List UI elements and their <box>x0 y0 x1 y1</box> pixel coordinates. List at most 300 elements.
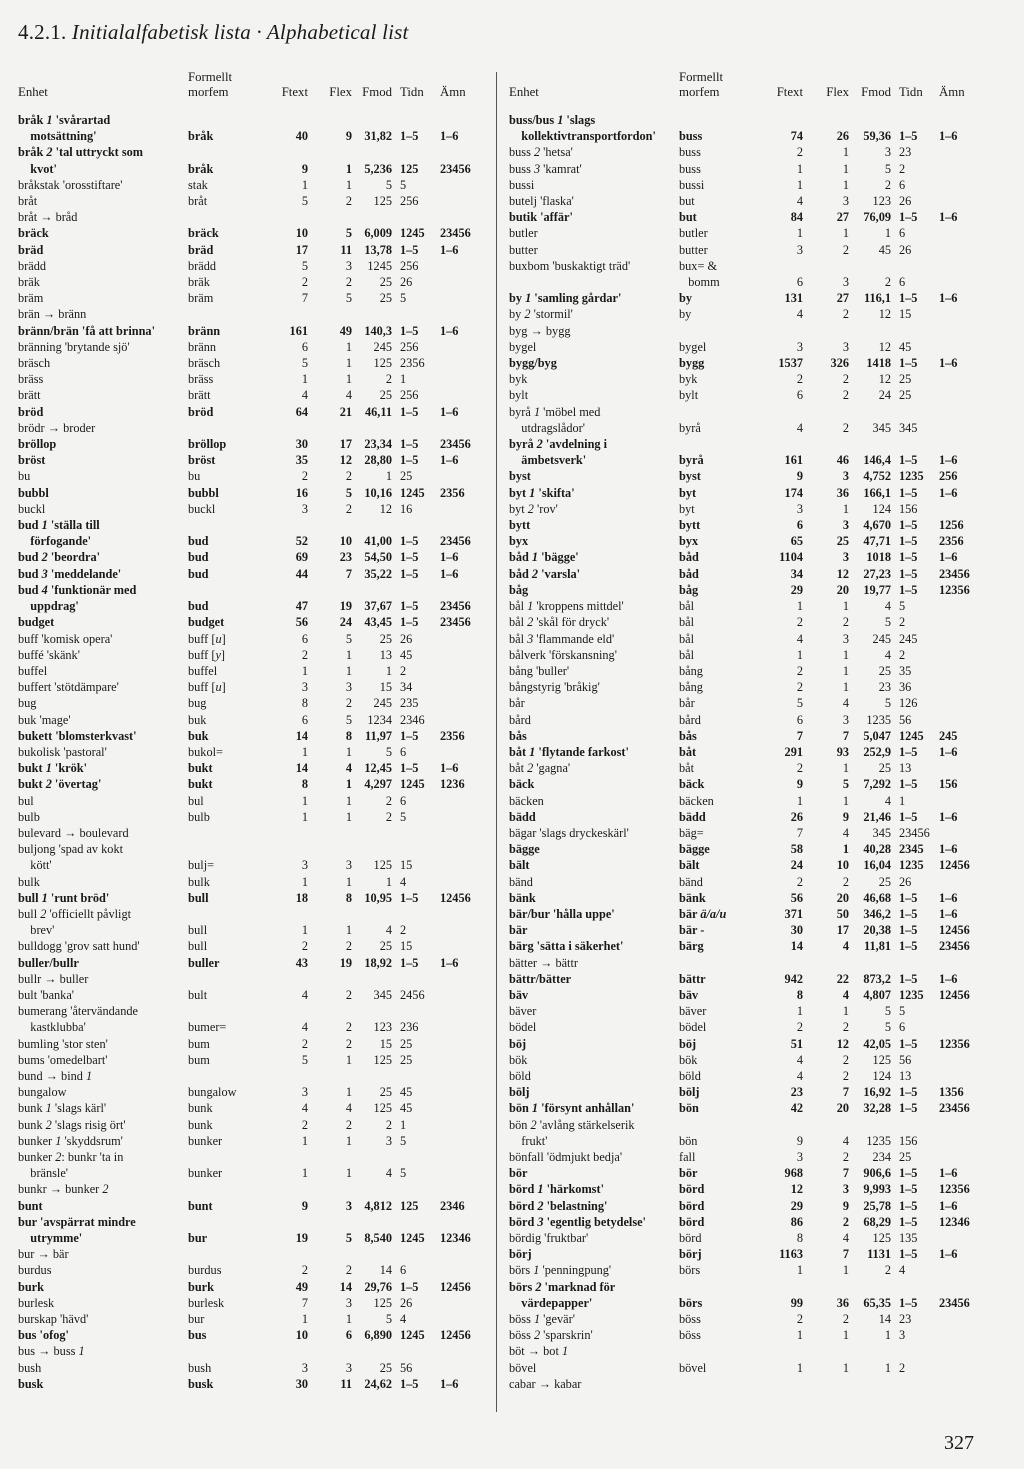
right-cell-morpheme: but <box>679 210 697 225</box>
left-cell-flex <box>308 112 352 128</box>
left-cell-entry: bröst <box>18 453 46 468</box>
left-cell-morpheme: bränn <box>188 339 216 354</box>
left-row <box>18 193 490 209</box>
left-row <box>18 841 490 857</box>
left-cell-morpheme: buller <box>188 955 220 970</box>
right-row <box>509 517 993 533</box>
right-cell-tidn: 13 <box>899 761 912 776</box>
right-cell-entry: bör <box>509 1166 528 1181</box>
right-cell-flex: 1 <box>842 501 849 516</box>
left-cell-amn <box>432 825 490 841</box>
header-morfem-line1: Formellt <box>188 70 233 84</box>
left-row <box>18 809 490 825</box>
left-cell-fmod: 15 <box>379 680 392 695</box>
right-row <box>509 1084 993 1100</box>
left-cell-flex <box>308 517 352 533</box>
left-cell-flex: 2 <box>345 1263 352 1278</box>
left-row <box>18 501 490 517</box>
left-cell-ftext: 5 <box>301 356 308 371</box>
right-cell-amn <box>931 825 993 841</box>
left-cell-ftext <box>274 1003 308 1019</box>
left-cell-amn <box>432 274 490 290</box>
right-cell-flex: 22 <box>836 971 849 986</box>
right-cell-fmod: 2 <box>884 275 891 290</box>
left-cell-entry: burk <box>18 1279 44 1294</box>
left-cell-morpheme: bukol= <box>188 744 223 759</box>
left-cell-amn <box>432 1117 490 1133</box>
right-cell-morpheme: bux= & <box>679 258 718 273</box>
right-cell-tidn: 26 <box>899 194 912 209</box>
right-cell-fmod <box>849 404 891 420</box>
left-cell-amn: 1236 <box>440 777 465 792</box>
left-cell-flex <box>308 1149 352 1165</box>
right-cell-ftext: 3 <box>796 242 803 257</box>
right-cell-ftext: 1104 <box>779 550 803 565</box>
left-cell-ftext: 14 <box>295 728 308 743</box>
right-cell-amn <box>931 1343 993 1359</box>
right-cell-fmod: 4,670 <box>863 518 891 533</box>
left-cell-entry: bur 'avspärrat mindre <box>18 1214 136 1229</box>
left-cell-tidn <box>392 112 432 128</box>
left-cell-morpheme: buff [u] <box>188 680 226 695</box>
left-cell-fmod <box>352 825 392 841</box>
right-cell-entry: böld <box>509 1068 531 1083</box>
left-cell-morpheme <box>188 420 274 436</box>
left-row <box>18 679 490 695</box>
left-cell-morpheme <box>188 1246 274 1262</box>
left-cell-flex: 17 <box>339 437 352 452</box>
left-cell-ftext: 69 <box>295 550 308 565</box>
right-cell-amn: 1–6 <box>939 129 958 144</box>
left-cell-entry: bulk <box>18 874 40 889</box>
left-cell-ftext: 1 <box>301 874 308 889</box>
right-row <box>509 793 993 809</box>
left-cell-amn: 1–6 <box>440 761 459 776</box>
left-cell-tidn <box>392 1068 432 1084</box>
left-cell-entry: buffé 'skänk' <box>18 647 80 662</box>
left-row <box>18 1117 490 1133</box>
right-cell-tidn <box>891 1343 931 1359</box>
right-cell-fmod <box>849 436 891 452</box>
left-cell-amn <box>432 1246 490 1262</box>
right-cell-ftext: 6 <box>796 388 803 403</box>
left-cell-entry: bräck <box>18 226 49 241</box>
left-cell-fmod: 125 <box>373 1052 392 1067</box>
right-cell-fmod: 125 <box>872 1231 891 1246</box>
right-cell-ftext: 86 <box>790 1214 803 1229</box>
left-cell-flex <box>308 841 352 857</box>
right-cell-fmod: 4,807 <box>863 987 891 1002</box>
left-cell-flex: 3 <box>345 1360 352 1375</box>
right-row <box>509 874 993 890</box>
left-cell-entry: bull 2 'officiellt påvligt <box>18 906 132 921</box>
left-cell-tidn <box>392 517 432 533</box>
right-cell-fmod: 2 <box>884 177 891 192</box>
left-cell-tidn: 1–5 <box>400 615 419 630</box>
right-cell-entry: by 1 'samling gårdar' <box>509 291 622 306</box>
right-cell-ftext <box>765 1376 803 1392</box>
right-cell-flex: 3 <box>842 275 849 290</box>
left-cell-entry: bukt 2 'övertag' <box>18 777 102 792</box>
right-cell-ftext <box>765 955 803 971</box>
left-cell-flex <box>308 420 352 436</box>
left-cell-ftext: 7 <box>301 1295 308 1310</box>
right-cell-fmod: 346,2 <box>863 906 891 921</box>
left-cell-tidn: 256 <box>400 194 419 209</box>
left-cell-fmod: 6,009 <box>364 226 392 241</box>
left-cell-amn: 2356 <box>440 728 465 743</box>
right-cell-tidn: 35 <box>899 663 912 678</box>
right-cell-fmod <box>849 1343 891 1359</box>
right-cell-entry: bussi <box>509 177 535 192</box>
right-row <box>509 647 993 663</box>
left-cell-fmod: 2 <box>385 372 392 387</box>
left-cell-amn <box>432 922 490 938</box>
left-row <box>18 339 490 355</box>
right-row <box>509 760 993 776</box>
left-cell-fmod <box>352 1214 392 1230</box>
right-table <box>509 70 993 1392</box>
right-cell-flex: 2 <box>842 615 849 630</box>
right-cell-entry: börs 2 'marknad för <box>509 1279 616 1294</box>
right-cell-fmod: 4 <box>884 793 891 808</box>
right-cell-tidn: 25 <box>899 388 912 403</box>
right-cell-flex: 3 <box>842 194 849 209</box>
left-row <box>18 1230 490 1246</box>
right-cell-morpheme: bygel <box>679 339 707 354</box>
right-cell-entry: bätter → bättr <box>509 955 578 970</box>
left-cell-ftext: 1 <box>301 793 308 808</box>
left-cell-amn <box>432 355 490 371</box>
right-cell-entry: bädd <box>509 809 536 824</box>
right-header-row <box>509 70 993 112</box>
right-cell-tidn: 345 <box>899 420 918 435</box>
left-cell-ftext: 2 <box>301 939 308 954</box>
right-cell-ftext: 1 <box>796 1328 803 1343</box>
right-cell-tidn <box>891 323 931 339</box>
right-cell-flex: 4 <box>842 696 849 711</box>
left-cell-tidn: 15 <box>400 858 413 873</box>
left-cell-fmod: 1 <box>385 469 392 484</box>
left-cell-ftext: 17 <box>295 242 308 257</box>
right-cell-flex: 2 <box>842 242 849 257</box>
left-cell-flex: 2 <box>345 501 352 516</box>
left-cell-flex <box>308 1068 352 1084</box>
left-cell-fmod <box>352 306 392 322</box>
left-cell-amn <box>432 209 490 225</box>
right-cell-entry: byk <box>509 372 528 387</box>
left-cell-ftext: 2 <box>301 1117 308 1132</box>
right-row <box>509 1117 993 1133</box>
left-cell-flex <box>308 1246 352 1262</box>
left-cell-flex <box>308 971 352 987</box>
left-cell-amn <box>432 1084 490 1100</box>
left-cell-amn <box>432 695 490 711</box>
left-cell-amn <box>432 1360 490 1376</box>
left-cell-amn: 23456 <box>440 161 471 176</box>
left-cell-morpheme: bunk <box>188 1101 213 1116</box>
left-cell-morpheme <box>188 306 274 322</box>
left-cell-flex: 3 <box>345 1198 352 1213</box>
right-cell-amn <box>931 339 993 355</box>
right-cell-morpheme: byrå <box>679 420 701 435</box>
left-cell-entry: burlesk <box>18 1295 55 1310</box>
left-cell-flex: 4 <box>345 761 352 776</box>
right-cell-ftext <box>765 1117 803 1133</box>
right-cell-entry: bättr/bätter <box>509 971 572 986</box>
left-cell-entry: bränsle' <box>18 1166 69 1181</box>
left-row <box>18 1376 490 1392</box>
left-cell-morpheme: bråk <box>188 129 214 144</box>
right-row <box>509 242 993 258</box>
left-cell-amn <box>432 290 490 306</box>
left-cell-morpheme: bum <box>188 1052 210 1067</box>
right-cell-fmod: 76,09 <box>863 210 891 225</box>
left-cell-fmod <box>352 1246 392 1262</box>
right-cell-tidn: 2 <box>899 1360 906 1375</box>
left-row <box>18 825 490 841</box>
left-cell-amn <box>432 1165 490 1181</box>
right-cell-amn: 1356 <box>939 1085 964 1100</box>
right-cell-amn <box>931 161 993 177</box>
right-cell-entry: bär <box>509 923 528 938</box>
left-cell-ftext: 3 <box>301 858 308 873</box>
left-cell-ftext: 1 <box>301 809 308 824</box>
left-cell-morpheme: bul <box>188 793 204 808</box>
left-cell-amn: 1–6 <box>440 404 459 419</box>
left-cell-ftext: 4 <box>301 1101 308 1116</box>
right-cell-fmod <box>849 323 891 339</box>
left-cell-ftext: 64 <box>295 404 308 419</box>
right-cell-flex: 3 <box>842 550 849 565</box>
right-cell-amn: 1–6 <box>939 1166 958 1181</box>
right-cell-ftext: 1 <box>796 793 803 808</box>
left-cell-tidn: 6 <box>400 793 407 808</box>
right-cell-tidn: 1–5 <box>899 1182 918 1197</box>
left-cell-flex: 3 <box>345 258 352 273</box>
right-cell-flex: 2 <box>842 1020 849 1035</box>
left-cell-entry: bukolisk 'pastoral' <box>18 744 107 759</box>
left-cell-morpheme: bränn <box>188 323 221 338</box>
right-cell-ftext: 7 <box>796 728 803 743</box>
right-cell-fmod: 1 <box>884 226 891 241</box>
right-cell-flex: 2 <box>842 1150 849 1164</box>
column-divider <box>496 72 497 1412</box>
right-cell-flex: 4 <box>842 939 849 954</box>
right-cell-tidn: 1–5 <box>899 939 918 954</box>
right-cell-fmod: 7,292 <box>863 777 891 792</box>
left-cell-entry: bråkstak 'orosstiftare' <box>18 177 123 192</box>
left-cell-tidn: 1–5 <box>400 550 419 565</box>
left-cell-tidn: 16 <box>400 501 413 516</box>
right-cell-morpheme: fall <box>679 1150 696 1164</box>
left-cell-flex: 2 <box>345 987 352 1002</box>
left-cell-flex: 1 <box>345 647 352 662</box>
right-cell-ftext: 4 <box>796 307 803 322</box>
left-cell-entry: bubbl <box>18 485 49 500</box>
left-cell-morpheme: bull <box>188 890 209 905</box>
left-cell-tidn: 5 <box>400 1166 407 1181</box>
left-cell-entry: bug <box>18 696 37 711</box>
right-row <box>509 1246 993 1262</box>
left-cell-entry: bunker 1 'skyddsrum' <box>18 1133 123 1148</box>
left-cell-amn <box>432 1149 490 1165</box>
left-cell-tidn: 5 <box>400 177 407 192</box>
left-cell-entry: bränn/brän 'få att brinna' <box>18 323 156 338</box>
left-cell-morpheme: bunker <box>188 1133 223 1148</box>
right-cell-entry: böss 2 'sparskrin' <box>509 1328 593 1343</box>
left-cell-flex: 8 <box>345 728 352 743</box>
left-cell-morpheme <box>188 144 274 160</box>
left-cell-flex <box>308 1181 352 1197</box>
left-row <box>18 922 490 938</box>
left-cell-ftext <box>274 1181 308 1197</box>
left-cell-ftext: 1 <box>301 1133 308 1148</box>
right-cell-tidn: 1–5 <box>899 1198 918 1213</box>
right-cell-amn <box>931 387 993 403</box>
left-cell-flex: 11 <box>340 242 352 257</box>
left-cell-fmod: 5 <box>385 177 392 192</box>
right-cell-amn: 1–6 <box>939 453 958 468</box>
left-cell-entry: kvot' <box>18 161 57 176</box>
left-cell-amn: 1–6 <box>440 1376 459 1391</box>
right-row <box>509 1165 993 1181</box>
left-cell-fmod <box>352 1149 392 1165</box>
right-cell-ftext: 1163 <box>779 1247 803 1262</box>
right-cell-morpheme: bägge <box>679 842 710 857</box>
right-cell-fmod: 45 <box>878 242 891 257</box>
left-cell-tidn: 1–5 <box>400 534 419 549</box>
right-row <box>509 323 993 339</box>
right-cell-fmod: 9,993 <box>863 1182 891 1197</box>
right-cell-entry: butelj 'flaska' <box>509 194 574 209</box>
left-cell-flex <box>308 906 352 922</box>
right-cell-ftext: 7 <box>796 825 803 840</box>
left-cell-tidn: 125 <box>400 1198 419 1213</box>
left-table-body <box>18 112 490 1392</box>
right-cell-entry: buss 3 'kamrat' <box>509 161 582 176</box>
right-cell-fmod <box>849 1376 891 1392</box>
right-cell-tidn: 3 <box>899 1328 906 1343</box>
left-row <box>18 987 490 1003</box>
right-cell-morpheme: bäg= <box>679 825 704 840</box>
right-cell-tidn: 1–5 <box>899 518 918 533</box>
right-cell-amn <box>931 1376 993 1392</box>
left-cell-ftext: 2 <box>301 275 308 290</box>
left-cell-tidn: 1–5 <box>400 453 419 468</box>
right-cell-ftext: 23 <box>790 1085 803 1100</box>
left-cell-flex: 9 <box>345 129 352 144</box>
left-cell-fmod: 123 <box>373 1020 392 1035</box>
left-cell-flex: 5 <box>345 631 352 646</box>
left-cell-entry: buff 'komisk opera' <box>18 631 113 646</box>
right-cell-morpheme: by <box>679 307 692 322</box>
left-cell-tidn: 1–5 <box>400 761 419 776</box>
page-number: 327 <box>944 1432 974 1454</box>
left-cell-morpheme: burlesk <box>188 1295 225 1310</box>
right-cell-entry: ämbetsverk' <box>509 453 587 468</box>
right-row <box>509 177 993 193</box>
right-cell-fmod: 25 <box>878 874 891 889</box>
right-cell-ftext: 4 <box>796 194 803 209</box>
left-cell-fmod <box>352 112 392 128</box>
left-cell-flex: 2 <box>345 275 352 290</box>
right-cell-amn: 23456 <box>939 566 970 581</box>
right-cell-flex: 2 <box>842 1068 849 1083</box>
left-cell-amn: 1–6 <box>440 323 459 338</box>
left-cell-flex <box>308 582 352 598</box>
left-cell-morpheme <box>188 112 274 128</box>
right-row <box>509 857 993 873</box>
header-fmod: Fmod <box>362 85 392 99</box>
left-cell-entry: bus 'ofog' <box>18 1328 69 1343</box>
left-cell-morpheme <box>188 517 274 533</box>
right-cell-entry: bön 2 'avlång stärkelserik <box>509 1117 635 1132</box>
left-cell-tidn: 2456 <box>400 987 425 1002</box>
right-row <box>509 1052 993 1068</box>
right-cell-tidn: 156 <box>899 1133 918 1148</box>
left-cell-ftext <box>274 971 308 987</box>
left-cell-entry: bulb <box>18 809 40 824</box>
left-cell-ftext: 1 <box>301 744 308 759</box>
right-cell-amn <box>931 1360 993 1376</box>
left-row <box>18 890 490 906</box>
right-cell-tidn: 45 <box>899 339 912 354</box>
header-morfem-line2: morfem <box>679 85 720 99</box>
left-cell-fmod: 11,97 <box>365 728 392 743</box>
left-cell-morpheme <box>188 1181 274 1197</box>
left-cell-ftext: 43 <box>295 955 308 970</box>
right-cell-flex: 7 <box>842 1247 849 1262</box>
right-cell-tidn: 5 <box>899 599 906 614</box>
right-cell-flex: 1 <box>842 647 849 662</box>
right-cell-flex: 1 <box>842 842 849 857</box>
left-row <box>18 582 490 598</box>
right-cell-entry: bärg 'sätta i säkerhet' <box>509 939 624 954</box>
left-cell-tidn: 2346 <box>400 712 425 727</box>
left-cell-flex: 1 <box>345 1133 352 1148</box>
left-cell-morpheme: brädd <box>188 258 216 273</box>
left-cell-tidn: 1 <box>400 1117 407 1132</box>
right-cell-morpheme: bövel <box>679 1360 707 1375</box>
right-cell-morpheme: bädd <box>679 809 706 824</box>
right-cell-tidn: 23456 <box>899 825 930 840</box>
right-cell-amn <box>931 793 993 809</box>
left-cell-ftext <box>274 582 308 598</box>
right-cell-entry: byg → bygg <box>509 323 571 338</box>
left-cell-entry: bus → buss 1 <box>18 1344 85 1359</box>
left-row <box>18 468 490 484</box>
left-cell-fmod: 8,540 <box>364 1231 392 1246</box>
left-cell-fmod <box>352 1068 392 1084</box>
right-cell-entry: byx <box>509 534 529 549</box>
left-row <box>18 1311 490 1327</box>
right-row <box>509 890 993 906</box>
right-cell-flex: 20 <box>836 582 849 597</box>
right-cell-entry: börs 1 'penningpung' <box>509 1263 612 1278</box>
left-cell-fmod <box>352 209 392 225</box>
left-row <box>18 1165 490 1181</box>
left-cell-tidn <box>392 1181 432 1197</box>
right-cell-entry: bång 'buller' <box>509 663 570 678</box>
right-row <box>509 841 993 857</box>
right-row <box>509 906 993 922</box>
left-cell-ftext: 2 <box>301 1263 308 1278</box>
right-row <box>509 679 993 695</box>
left-cell-flex: 24 <box>339 615 352 630</box>
right-cell-morpheme: börs <box>679 1295 703 1310</box>
left-cell-morpheme: bud <box>188 534 209 549</box>
